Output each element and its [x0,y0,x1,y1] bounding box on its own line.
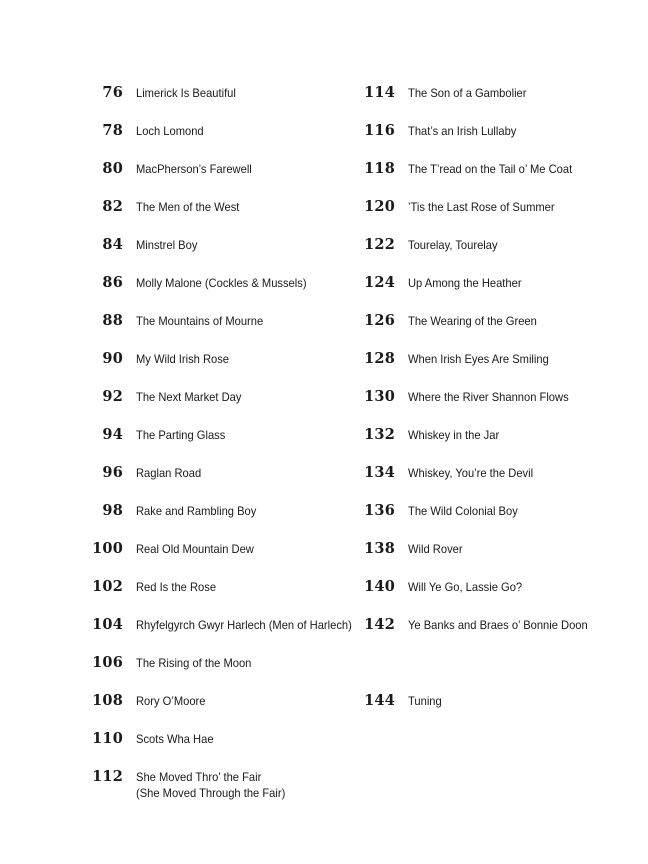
page-number: 88 [102,312,123,329]
toc-entry [360,424,630,462]
page-number: 144 [364,692,395,709]
toc-entry [88,348,350,386]
page-number: 102 [92,578,123,595]
song-title: Whiskey, You’re the Devil [408,466,534,480]
page-number: 112 [92,768,123,785]
toc-entry [88,576,350,614]
page-number: 90 [102,350,123,367]
toc-entry [360,538,630,576]
song-title: Minstrel Boy [136,238,198,252]
song-title: ’Tis the Last Rose of Summer [408,200,555,214]
page-number: 142 [364,616,395,633]
song-title: The Rising of the Moon [136,656,252,670]
page-number: 140 [364,578,395,595]
page-number: 94 [102,426,123,443]
song-title: My Wild Irish Rose [136,352,230,366]
toc-entry [88,120,350,158]
toc-entry [88,310,350,348]
song-title: The Men of the West [136,200,240,214]
toc-entry [360,272,630,310]
page-number: 116 [364,122,395,139]
page-number: 132 [364,426,395,443]
toc-entry [360,234,630,272]
song-title: Whiskey in the Jar [408,428,500,442]
page-number: 136 [364,502,395,519]
toc-entry [88,500,350,538]
toc-entry [88,424,350,462]
song-title: Rhyfelgyrch Gwyr Harlech (Men of Harlech) [136,618,352,632]
toc-entry [360,500,630,538]
page-number: 98 [102,502,123,519]
song-title: Ye Banks and Braes o’ Bonnie Doon [408,618,588,632]
song-title: The T’read on the Tail o’ Me Coat [408,162,573,176]
toc-entry [360,82,630,120]
song-title: Loch Lomond [136,124,204,138]
song-title: Limerick Is Beautiful [136,86,236,100]
page-number: 100 [92,540,123,557]
song-title: Tuning [408,694,442,708]
song-title: Where the River Shannon Flows [408,390,569,404]
toc-entry [88,652,350,690]
page-number: 128 [364,350,395,367]
page-number: 80 [102,160,123,177]
toc-entry [360,120,630,158]
song-title: MacPherson’s Farewell [136,162,252,176]
toc-left-column [88,82,350,804]
toc-entry [88,538,350,576]
song-title: The Wild Colonial Boy [408,504,518,518]
page-number: 114 [364,84,395,101]
toc-entry [360,462,630,500]
song-title-group [136,766,297,801]
page-number: 108 [92,692,123,709]
song-subtitle: (She Moved Through the Fair) [136,786,286,800]
toc-entry [88,614,350,652]
song-title: The Mountains of Mourne [136,314,264,328]
song-title: Rory O’Moore [136,694,206,708]
song-title: The Son of a Gambolier [408,86,527,100]
page-number: 118 [364,160,395,177]
toc-right-column [360,82,630,728]
song-title: Rake and Rambling Boy [136,504,257,518]
toc-entry [360,614,630,690]
song-title: Real Old Mountain Dew [136,542,254,556]
song-title: When Irish Eyes Are Smiling [408,352,549,366]
song-title: Scots Wha Hae [136,732,214,746]
page-number: 122 [364,236,395,253]
toc-entry [360,348,630,386]
toc-entry [88,690,350,728]
page-number: 134 [364,464,395,481]
page-number: 110 [92,730,123,747]
toc-entry [88,234,350,272]
toc-entry [88,728,350,766]
toc-entry [360,386,630,424]
page-number: 76 [102,84,123,101]
song-title: Will Ye Go, Lassie Go? [408,580,523,594]
toc-entry [88,272,350,310]
song-title: Raglan Road [136,466,202,480]
song-title: Molly Malone (Cockles & Mussels) [136,276,307,290]
song-title: The Next Market Day [136,390,242,404]
song-title: The Parting Glass [136,428,226,442]
song-title: That’s an Irish Lullaby [408,124,517,138]
page-number: 124 [364,274,395,291]
song-title: Red Is the Rose [136,580,217,594]
page-number: 92 [102,388,123,405]
toc-entry [88,386,350,424]
page-number: 106 [92,654,123,671]
page-number: 82 [102,198,123,215]
toc-entry [360,158,630,196]
page-number: 96 [102,464,123,481]
song-title: The Wearing of the Green [408,314,537,328]
toc-entry [360,196,630,234]
page-number: 104 [92,616,123,633]
toc-entry [88,158,350,196]
page-number: 86 [102,274,123,291]
toc-entry [88,82,350,120]
page-number: 130 [364,388,395,405]
toc-entry [360,310,630,348]
toc-entry [88,766,350,804]
toc-entry [88,462,350,500]
song-title: She Moved Thro’ the Fair [136,770,262,784]
page-number: 78 [102,122,123,139]
page-number: 120 [364,198,395,215]
toc-entry [360,690,630,728]
song-title: Wild Rover [408,542,463,556]
song-title: Up Among the Heather [408,276,522,290]
toc-entry [360,576,630,614]
page-number: 138 [364,540,395,557]
toc-entry [88,196,350,234]
page-number: 84 [102,236,123,253]
page-number: 126 [364,312,395,329]
song-title: Tourelay, Tourelay [408,238,498,252]
